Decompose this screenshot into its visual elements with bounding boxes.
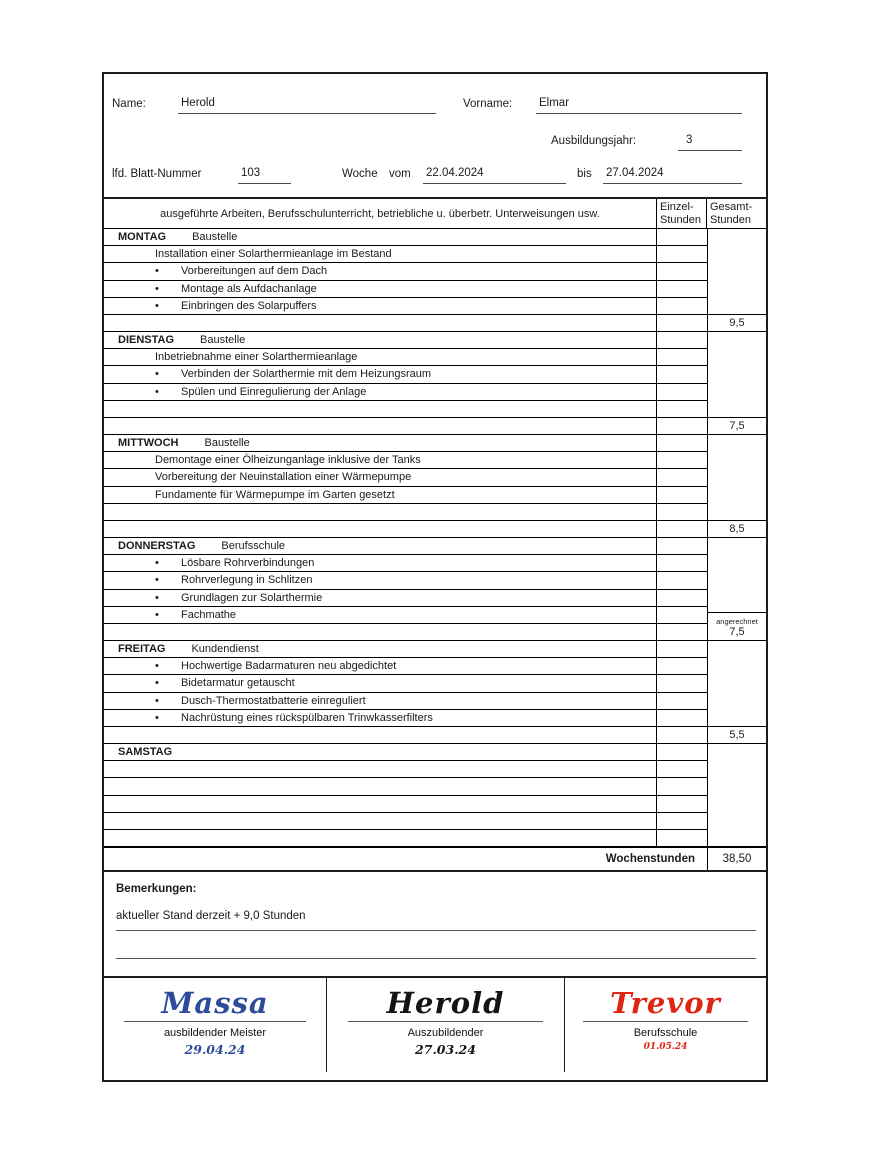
einzel-stunden-cell[interactable]: [657, 658, 707, 674]
einzel-stunden-cell[interactable]: [657, 246, 707, 262]
name-label: Name:: [112, 98, 146, 110]
einzel-stunden-cell[interactable]: [657, 624, 707, 640]
gesamt-stunden-cell: [708, 417, 766, 434]
work-entry: Fundamente für Wärmepumpe im Garten gesetzt: [155, 488, 395, 501]
work-entry: Installation einer Solarthermieanlage im Bestand: [155, 248, 392, 261]
einzel-stunden-cell[interactable]: [657, 384, 707, 400]
day-name: DIENSTAG: [118, 334, 175, 347]
gesamt-header-line1: Gesamt-: [710, 201, 753, 213]
gesamt-stunden-cell: [708, 314, 766, 331]
work-table: [104, 197, 766, 872]
einzel-stunden-cell[interactable]: [657, 693, 707, 709]
einzel-stunden-cell[interactable]: [657, 830, 707, 846]
signature-line[interactable]: [124, 1021, 306, 1022]
einzel-stunden-cell[interactable]: [657, 607, 707, 623]
woche-label: Woche: [342, 168, 378, 180]
signatures-section: [104, 978, 766, 1072]
ausbildungsjahr-label: Ausbildungsjahr:: [551, 135, 637, 147]
einzel-stunden-cell[interactable]: [657, 349, 707, 365]
blatt-nummer-label: lfd. Blatt-Nummer: [112, 168, 202, 180]
gesamt-stunden-column: [707, 744, 766, 846]
signature-role-label: ausbildender Meister: [163, 1027, 267, 1039]
signature-berufsschule: Trevor: [610, 986, 721, 1020]
work-entry: Dusch-Thermostatbatterie einreguliert: [181, 694, 366, 707]
gesamt-stunden-value: 9,5: [729, 316, 745, 329]
day-context: Berufsschule: [221, 540, 286, 553]
work-entry: Verbinden der Solarthermie mit dem Heizungsraum: [181, 368, 432, 381]
work-entry: Grundlagen zur Solarthermie: [181, 591, 323, 604]
bullet-icon: •: [155, 265, 159, 278]
einzel-stunden-cell[interactable]: [657, 538, 707, 554]
einzel-stunden-cell[interactable]: [657, 487, 707, 503]
day-block-samstag: [104, 744, 766, 847]
bullet-icon: •: [155, 299, 159, 312]
signature-meister: Massa: [161, 986, 269, 1020]
table-header-row: [104, 199, 766, 229]
einzel-header-line1: Einzel-: [660, 201, 694, 213]
signature-line[interactable]: [583, 1021, 748, 1022]
gesamt-stunden-value: 5,5: [729, 728, 745, 741]
gesamt-stunden-cell: [708, 726, 766, 743]
day-name: SAMSTAG: [118, 746, 173, 759]
gesamt-stunden-cell: [708, 612, 766, 640]
wochenstunden-label: Wochenstunden: [605, 853, 695, 865]
work-entry: Rohrverlegung in Schlitzen: [181, 574, 313, 587]
day-name: DONNERSTAG: [118, 540, 196, 553]
einzel-stunden-cell[interactable]: [657, 229, 707, 245]
bullet-icon: •: [155, 608, 159, 621]
einzel-stunden-cell[interactable]: [657, 590, 707, 606]
work-entry: Spülen und Einregulierung der Anlage: [181, 385, 367, 398]
signature-date: 01.05.24: [643, 1042, 688, 1052]
signature-line[interactable]: [348, 1021, 542, 1022]
einzel-stunden-cell[interactable]: [657, 675, 707, 691]
total-note: angerechnet: [716, 617, 758, 627]
einzel-stunden-cell[interactable]: [657, 521, 707, 537]
day-context: Baustelle: [192, 231, 238, 244]
vom-label: vom: [389, 168, 411, 180]
day-block-donnerstag: [104, 538, 766, 641]
work-entry: Lösbare Rohrverbindungen: [181, 557, 315, 570]
name-field[interactable]: Herold: [178, 96, 436, 114]
work-header-label: ausgeführte Arbeiten, Berufsschulunterricht, betriebliche u. überbetr. Unterweisungen usw.: [104, 199, 657, 228]
bullet-icon: •: [155, 677, 159, 690]
bemerkungen-text[interactable]: aktueller Stand derzeit + 9,0 Stunden: [116, 910, 306, 922]
bullet-icon: •: [155, 574, 159, 587]
gesamt-stunden-column-header: [707, 199, 766, 228]
day-name: FREITAG: [118, 643, 166, 656]
einzel-stunden-cell[interactable]: [657, 641, 707, 657]
gesamt-stunden-column: [707, 229, 766, 331]
gesamt-header-line2: Stunden: [710, 214, 751, 227]
gesamt-stunden-column: [707, 538, 766, 640]
einzel-stunden-column-header: [657, 199, 707, 228]
work-entry: Bidetarmatur getauscht: [181, 677, 295, 690]
day-block-montag: [104, 229, 766, 332]
bullet-icon: •: [155, 557, 159, 570]
day-context: Kundendienst: [191, 643, 259, 656]
signature-date: 27.03.24: [415, 1042, 476, 1057]
gesamt-stunden-column: [707, 641, 766, 743]
form-header: [104, 74, 766, 197]
work-entry: Nachrüstung eines rückspülbaren Trinwkasserfilters: [181, 711, 433, 724]
report-sheet: [102, 72, 768, 1082]
work-entry: Montage als Aufdachanlage: [181, 282, 317, 295]
woche-vom-field[interactable]: 22.04.2024: [423, 166, 566, 184]
einzel-stunden-cell[interactable]: [657, 504, 707, 520]
gesamt-stunden-value: 7,5: [729, 625, 745, 638]
vorname-label: Vorname:: [463, 98, 513, 110]
work-entry: Inbetriebnahme einer Solarthermieanlage: [155, 351, 358, 364]
bullet-icon: •: [155, 660, 159, 673]
bemerkungen-line[interactable]: [116, 958, 756, 959]
gesamt-stunden-column: [707, 435, 766, 537]
einzel-stunden-cell[interactable]: [657, 727, 707, 743]
einzel-stunden-cell[interactable]: [657, 401, 707, 417]
day-name: MITTWOCH: [118, 437, 179, 450]
einzel-stunden-cell[interactable]: [657, 572, 707, 588]
signature-role-label: Auszubildender: [407, 1027, 484, 1039]
day-block-freitag: [104, 641, 766, 744]
einzel-stunden-cell[interactable]: [657, 315, 707, 331]
ausbildungsjahr-field[interactable]: 3: [678, 133, 742, 151]
einzel-header-line2: Stunden: [660, 214, 701, 227]
einzel-stunden-cell[interactable]: [657, 778, 707, 794]
gesamt-stunden-cell: [708, 520, 766, 537]
einzel-stunden-cell[interactable]: [657, 761, 707, 777]
einzel-stunden-cell[interactable]: [657, 796, 707, 812]
wochenstunden-row: [104, 847, 766, 872]
signature-auszubildender: Herold: [386, 986, 505, 1020]
day-context: Baustelle: [200, 334, 246, 347]
work-entry: Vorbereitungen auf dem Dach: [181, 265, 328, 278]
bullet-icon: •: [155, 711, 159, 724]
einzel-stunden-cell[interactable]: [657, 744, 707, 760]
einzel-stunden-cell[interactable]: [657, 263, 707, 279]
work-entry: Hochwertige Badarmaturen neu abgedichtet: [181, 660, 397, 673]
einzel-stunden-cell[interactable]: [657, 418, 707, 434]
work-entry: Vorbereitung der Neuinstallation einer Wärmepumpe: [155, 471, 412, 484]
signature-role-label: Berufsschule: [633, 1027, 698, 1039]
day-context: Baustelle: [204, 437, 250, 450]
day-block-dienstag: [104, 332, 766, 435]
bullet-icon: •: [155, 282, 159, 295]
einzel-stunden-cell[interactable]: [657, 281, 707, 297]
einzel-stunden-cell[interactable]: [657, 435, 707, 451]
gesamt-stunden-value: 8,5: [729, 522, 745, 535]
signature-box-meister: [104, 978, 326, 1072]
signature-date: 29.04.24: [184, 1042, 246, 1057]
einzel-stunden-cell[interactable]: [657, 469, 707, 485]
einzel-stunden-cell[interactable]: [657, 710, 707, 726]
work-entry: Einbringen des Solarpuffers: [181, 299, 317, 312]
gesamt-stunden-value: 7,5: [729, 419, 745, 432]
bullet-icon: •: [155, 694, 159, 707]
einzel-stunden-cell[interactable]: [657, 332, 707, 348]
bullet-icon: •: [155, 385, 159, 398]
bemerkungen-section: [104, 872, 766, 978]
signature-box-berufsschule: [564, 978, 766, 1072]
work-entry: Demontage einer Ölheizunganlage inklusive der Tanks: [155, 454, 421, 467]
day-block-mittwoch: [104, 435, 766, 538]
gesamt-stunden-cell: [708, 844, 766, 846]
bemerkungen-line[interactable]: [116, 930, 756, 931]
einzel-stunden-cell[interactable]: [657, 555, 707, 571]
einzel-stunden-cell[interactable]: [657, 452, 707, 468]
blatt-nummer-field[interactable]: 103: [238, 166, 291, 184]
einzel-stunden-cell[interactable]: [657, 813, 707, 829]
work-entry: Fachmathe: [181, 608, 237, 621]
wochenstunden-value: 38,50: [707, 848, 766, 870]
bis-label: bis: [577, 168, 592, 180]
bullet-icon: •: [155, 591, 159, 604]
day-name: MONTAG: [118, 231, 167, 244]
gesamt-stunden-column: [707, 332, 766, 434]
bemerkungen-label: Bemerkungen:: [116, 883, 197, 895]
einzel-stunden-cell[interactable]: [657, 298, 707, 314]
bullet-icon: •: [155, 368, 159, 381]
signature-box-auszubildender: [326, 978, 564, 1072]
woche-bis-field[interactable]: 27.04.2024: [603, 166, 742, 184]
einzel-stunden-cell[interactable]: [657, 366, 707, 382]
vorname-field[interactable]: Elmar: [536, 96, 742, 114]
